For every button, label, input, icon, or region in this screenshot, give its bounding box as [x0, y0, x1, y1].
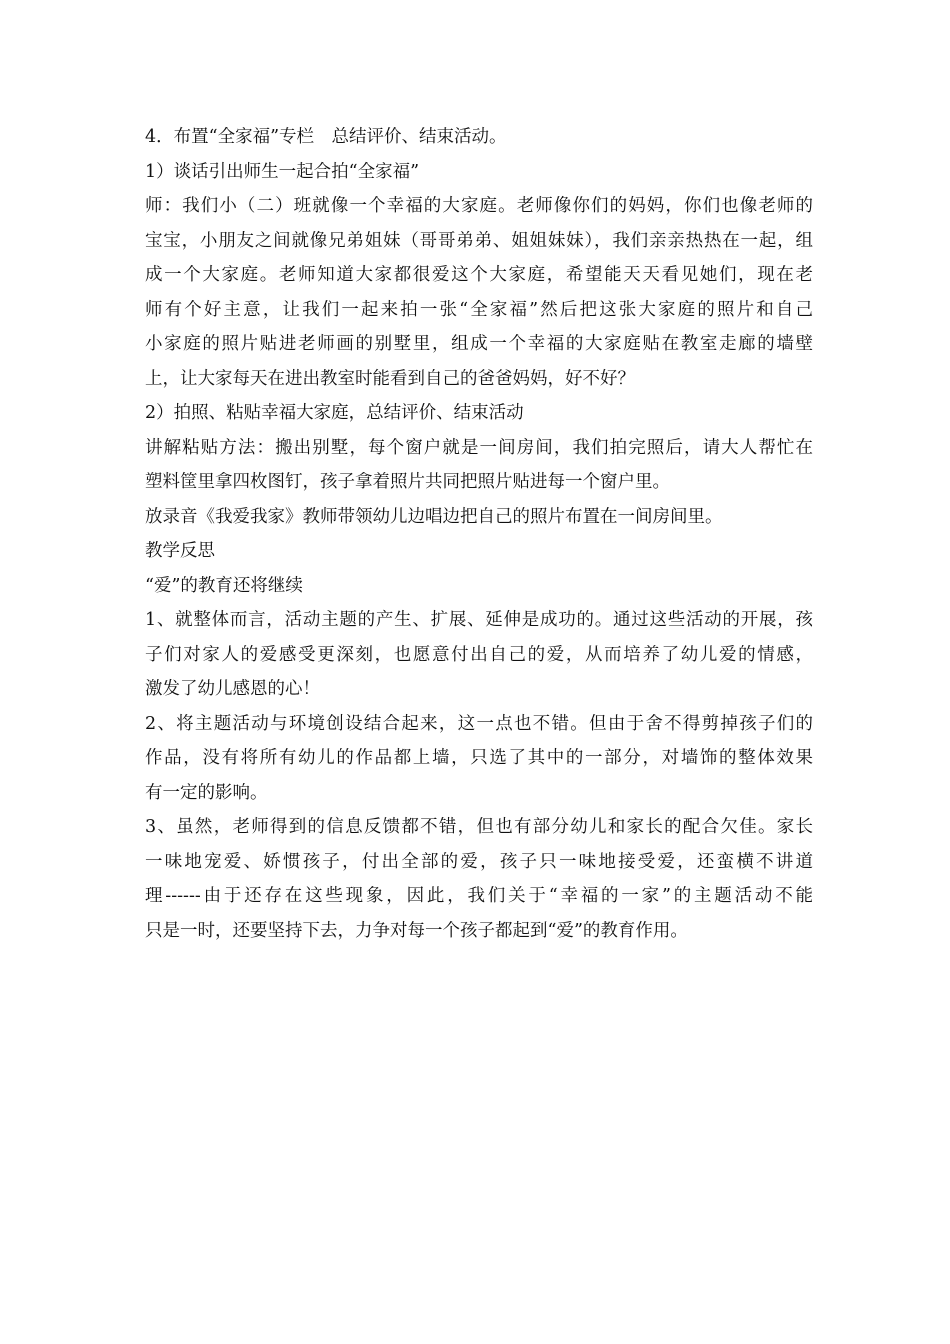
text-line: 师有个好主意，让我们一起来拍一张“全家福”然后把这张大家庭的照片和自己 [145, 299, 813, 320]
text-line: 上，让大家每天在进出教室时能看到自己的爸爸妈妈，好不好？ [145, 368, 635, 389]
text-line: 成一个大家庭。老师知道大家都很爱这个大家庭，希望能天天看见她们，现在老 [145, 265, 813, 285]
document-body [145, 120, 813, 948]
text-line: 讲解粘贴方法：搬出别墅，每个窗户就是一间房间，我们拍完照后，请大人帮忙在 [145, 437, 813, 458]
text-line: 放录音《我爱我家》教师带领幼儿边唱边把自己的照片布置在一间房间里。 [145, 506, 723, 527]
text-line: 2）拍照、粘贴幸福大家庭，总结评价、结束活动 [145, 403, 524, 423]
text-line: 塑料筐里拿四枚图钉，孩子拿着照片共同把照片贴进每一个窗户里。 [145, 472, 670, 492]
text-line: 作品，没有将所有幼儿的作品都上墙，只选了其中的一部分，对墙饰的整体效果 [145, 748, 813, 768]
text-line: 4．布置“全家福”专栏 总结评价、结束活动。 [145, 127, 507, 147]
text-line: 1、就整体而言，活动主题的产生、扩展、延伸是成功的。通过这些活动的开展，孩 [145, 610, 813, 630]
text-line: 3、虽然，老师得到的信息反馈都不错，但也有部分幼儿和家长的配合欠佳。家长 [145, 817, 813, 837]
text-line: 1）谈话引出师生一起合拍“全家福” [145, 161, 420, 182]
text-line: 教学反思 [145, 541, 215, 561]
text-line: 2、将主题活动与环境创设结合起来，这一点也不错。但由于舍不得剪掉孩子们的 [145, 713, 813, 734]
text-line: 激发了幼儿感恩的心！ [145, 679, 320, 699]
text-line: 一味地宠爱、娇惯孩子，付出全部的爱，孩子只一味地接受爱，还蛮横不讲道 [145, 851, 813, 872]
text-line: 有一定的影响。 [145, 782, 268, 803]
text-line: 小家庭的照片贴进老师画的别墅里，组成一个幸福的大家庭贴在教室走廊的墙壁 [145, 334, 813, 354]
text-line: 只是一时，还要坚持下去，力争对每一个孩子都起到“爱”的教育作用。 [145, 920, 688, 941]
text-line: 宝宝，小朋友之间就像兄弟姐妹（哥哥弟弟、姐姐妹妹），我们亲亲热热在一起，组 [145, 230, 813, 251]
text-line: 子们对家人的爱感受更深刻，也愿意付出自己的爱，从而培养了幼儿爱的情感， [145, 644, 813, 665]
text-line: 理------由于还存在这些现象，因此，我们关于“幸福的一家”的主题活动不能 [145, 886, 813, 906]
text-line: 师：我们小（二）班就像一个幸福的大家庭。老师像你们的妈妈，你们也像老师的 [145, 196, 813, 216]
text-line: “爱”的教育还将继续 [145, 575, 303, 596]
